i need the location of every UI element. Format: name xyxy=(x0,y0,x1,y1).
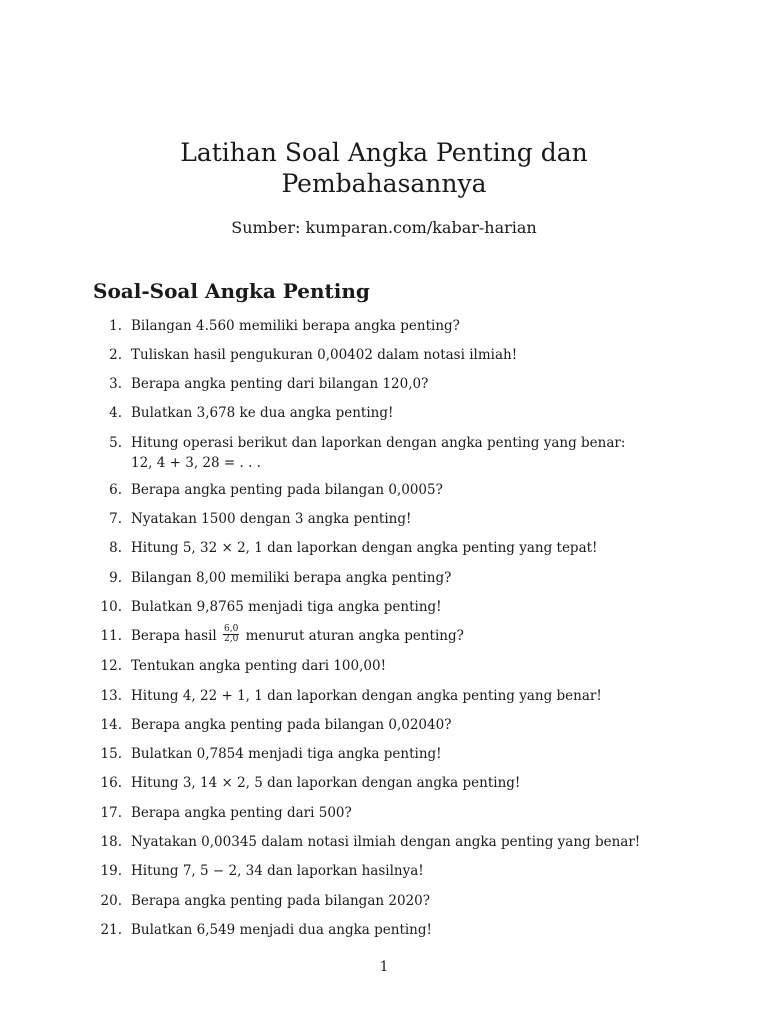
question-text: Hitung 5, 32 × 2, 1 dan laporkan dengan angka penting yang tepat! xyxy=(131,540,598,556)
question-text: Bulatkan 0,7854 menjadi tiga angka penting! xyxy=(131,746,442,762)
question-number: 13. xyxy=(100,688,122,704)
question-text-line-2: 12, 4 + 3, 28 = . . . xyxy=(131,455,261,471)
question-text-line-1: Hitung operasi berikut dan laporkan dengan angka penting yang benar: xyxy=(131,435,626,451)
question-text: Hitung 3, 14 × 2, 5 dan laporkan dengan angka penting! xyxy=(131,775,521,791)
question-number: 4. xyxy=(109,405,122,421)
question-text: Berapa angka penting pada bilangan 2020? xyxy=(131,893,430,909)
question-number: 17. xyxy=(100,805,122,821)
question-number: 8. xyxy=(109,540,122,556)
source-line: Sumber: kumparan.com/kabar-harian xyxy=(231,218,537,237)
question-text: Nyatakan 1500 dengan 3 angka penting! xyxy=(131,511,412,527)
question-text: Nyatakan 0,00345 dalam notasi ilmiah dengan angka penting yang benar! xyxy=(131,834,641,850)
section-heading: Soal-Soal Angka Penting xyxy=(93,279,370,303)
question-text: Hitung 4, 22 + 1, 1 dan laporkan dengan angka penting yang benar! xyxy=(131,688,602,704)
title-line-2: Pembahasannya xyxy=(281,169,487,198)
question-number: 15. xyxy=(100,746,122,762)
title-line-1: Latihan Soal Angka Penting dan xyxy=(180,138,588,167)
question-text: Tuliskan hasil pengukuran 0,00402 dalam notasi ilmiah! xyxy=(131,347,518,363)
question-number: 19. xyxy=(100,863,122,879)
question-text: Berapa angka penting pada bilangan 0,0005? xyxy=(131,482,443,498)
question-text xyxy=(131,433,671,473)
question-number: 2. xyxy=(109,347,122,363)
question-number: 1. xyxy=(109,318,122,334)
question-text-before: Berapa hasil xyxy=(131,628,217,644)
question-text: Bulatkan 6,549 menjadi dua angka penting! xyxy=(131,922,432,938)
question-text: Hitung 7, 5 − 2, 34 dan laporkan hasilnya! xyxy=(131,863,424,879)
question-text: Bulatkan 3,678 ke dua angka penting! xyxy=(131,405,394,421)
question-number: 6. xyxy=(109,482,122,498)
question-text: Berapa angka penting pada bilangan 0,02040? xyxy=(131,717,452,733)
question-number: 3. xyxy=(109,376,122,392)
question-number: 7. xyxy=(109,511,122,527)
document-title xyxy=(0,137,768,199)
question-number: 10. xyxy=(100,599,122,615)
question-text: Berapa angka penting dari 500? xyxy=(131,805,352,821)
question-number: 14. xyxy=(100,717,122,733)
question-text: Bilangan 4.560 memiliki berapa angka penting? xyxy=(131,318,460,334)
question-text: Bulatkan 9,8765 menjadi tiga angka penting! xyxy=(131,599,442,615)
question-number: 21. xyxy=(100,922,122,938)
fraction-numerator: 6,0 xyxy=(224,624,239,634)
question-text: Bilangan 8,00 memiliki berapa angka penting? xyxy=(131,570,452,586)
question-text: Tentukan angka penting dari 100,00! xyxy=(131,658,386,674)
question-number: 5. xyxy=(109,435,122,451)
question-text: Berapa angka penting dari bilangan 120,0? xyxy=(131,376,429,392)
fraction-denominator: 2,0 xyxy=(224,634,239,644)
question-number: 9. xyxy=(109,570,122,586)
question-text xyxy=(131,626,671,646)
question-text-after: menurut aturan angka penting? xyxy=(245,628,464,644)
question-number: 11. xyxy=(100,628,122,644)
question-number: 16. xyxy=(100,775,122,791)
fraction xyxy=(223,625,239,644)
question-number: 12. xyxy=(100,658,122,674)
question-number: 20. xyxy=(100,893,122,909)
page-number: 1 xyxy=(379,959,389,975)
question-number: 18. xyxy=(100,834,122,850)
